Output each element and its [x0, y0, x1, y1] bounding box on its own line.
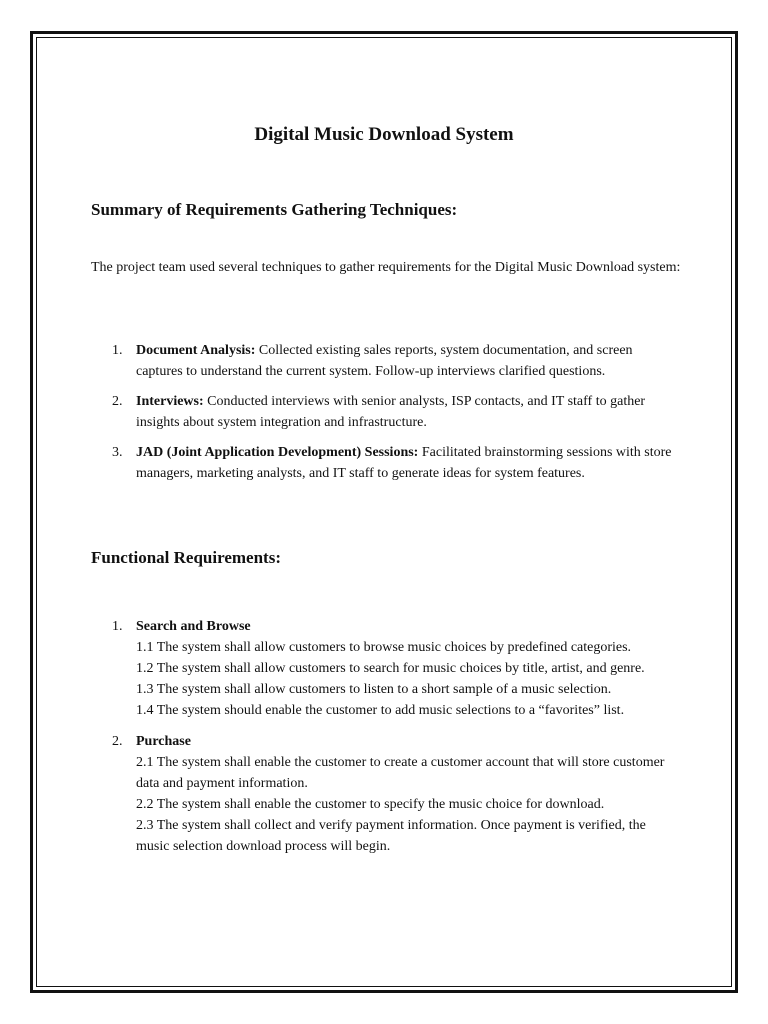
technique-item: [91, 391, 681, 433]
requirement-group-title: Search and Browse: [136, 619, 251, 634]
requirement-item: 1.1 The system shall allow customers to browse music choices by predefined categories.: [136, 640, 632, 655]
list-number: 3.: [112, 445, 123, 460]
technique-description: Conducted interviews with senior analysts, ISP contacts, and IT staff to gather insights about system integration and infrastructure.: [136, 394, 646, 430]
technique-description: Collected existing sales reports, system documentation, and screen captures to understand the current system. Follow-up interviews clarified questions.: [136, 343, 633, 379]
requirement-item: 2.3 The system shall collect and verify payment information. Once payment is verified, the music selection download process will begin.: [136, 818, 646, 854]
requirement-item: 2.1 The system shall enable the customer to create a customer account that will store customer data and payment information.: [136, 755, 665, 791]
technique-item: [91, 442, 681, 484]
requirements-list: [91, 616, 681, 867]
technique-term: Document Analysis:: [136, 343, 256, 358]
requirement-group-title: Purchase: [136, 734, 191, 749]
list-number: 2.: [112, 734, 123, 749]
functional-heading: Functional Requirements:: [91, 548, 281, 567]
requirement-item: 1.2 The system shall allow customers to search for music choices by title, artist, and genre.: [136, 661, 645, 676]
technique-term: JAD (Joint Application Development) Sessions:: [136, 445, 419, 460]
requirement-item: 1.4 The system should enable the customer to add music selections to a “favorites” list.: [136, 703, 625, 718]
requirement-item: 2.2 The system shall enable the customer to specify the music choice for download.: [136, 797, 605, 812]
summary-heading: Summary of Requirements Gathering Techniques:: [91, 200, 458, 219]
requirement-group: [91, 616, 681, 721]
document-title: Digital Music Download System: [254, 124, 514, 145]
list-number: 1.: [112, 343, 123, 358]
techniques-list: [91, 340, 681, 493]
summary-intro: The project team used several techniques to gather requirements for the Digital Music Download system:: [91, 260, 681, 275]
technique-term: Interviews:: [136, 394, 204, 409]
list-number: 2.: [112, 394, 123, 409]
list-number: 1.: [112, 619, 123, 634]
requirement-group: [91, 731, 681, 857]
requirement-item: 1.3 The system shall allow customers to listen to a short sample of a music selection.: [136, 682, 612, 697]
technique-item: [91, 340, 681, 382]
technique-description: Facilitated brainstorming sessions with store managers, marketing analysts, and IT staff to generate ideas for system features.: [136, 445, 672, 481]
